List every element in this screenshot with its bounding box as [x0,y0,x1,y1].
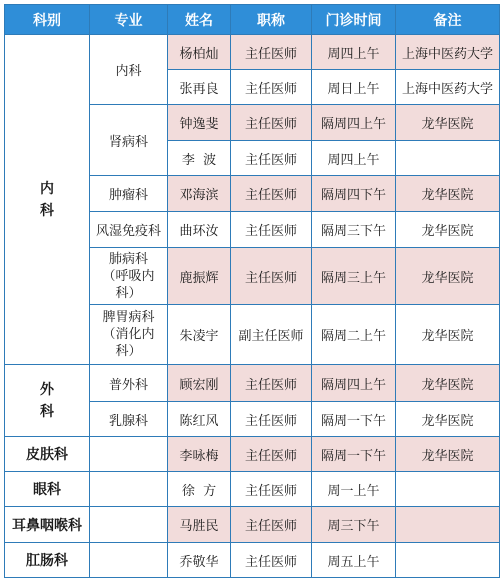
note-cell [396,472,500,507]
title-cell: 主任医师 [231,472,312,507]
note-cell: 龙华医院 [396,402,500,437]
specialty-cell [90,507,168,543]
specialty-cell: 乳腺科 [90,402,168,437]
clinic-time-cell: 隔周四上午 [312,105,396,141]
note-cell: 龙华医院 [396,176,500,212]
doctor-name-cell: 朱凌宇 [168,305,231,365]
title-cell: 主任医师 [231,437,312,472]
clinic-time-cell: 周一上午 [312,472,396,507]
title-cell: 主任医师 [231,365,312,402]
doctor-name-cell: 钟逸斐 [168,105,231,141]
specialty-cell: 内科 [90,35,168,105]
title-cell: 主任医师 [231,70,312,105]
title-cell: 主任医师 [231,402,312,437]
clinic-time-cell: 周三下午 [312,507,396,543]
title-cell: 主任医师 [231,35,312,70]
clinic-time-cell: 隔周三下午 [312,212,396,248]
doctor-name-cell: 马胜民 [168,507,231,543]
doctor-name-cell: 徐 方 [168,472,231,507]
clinic-time-cell: 隔周三上午 [312,248,396,305]
table-row [5,472,500,507]
title-cell: 主任医师 [231,543,312,578]
table-row [5,35,500,70]
title-cell: 主任医师 [231,141,312,176]
note-cell [396,543,500,578]
header-row [5,5,500,35]
title-cell: 主任医师 [231,105,312,141]
title-cell: 主任医师 [231,176,312,212]
note-cell: 上海中医药大学 [396,35,500,70]
doctor-name-cell: 陈红风 [168,402,231,437]
note-cell: 龙华医院 [396,365,500,402]
header-doctor-name: 姓名 [168,5,231,35]
specialty-cell: 肺病科 （呼吸内 科） [90,248,168,305]
department-cell: 皮肤科 [5,437,90,472]
doctor-name-cell: 鹿振辉 [168,248,231,305]
header-clinic-time: 门诊时间 [312,5,396,35]
department-cell: 外 科 [5,365,90,437]
specialty-cell: 脾胃病科 （消化内 科） [90,305,168,365]
specialty-cell: 普外科 [90,365,168,402]
table-row [5,365,500,402]
header-department: 科别 [5,5,90,35]
doctor-name-cell: 顾宏刚 [168,365,231,402]
specialty-cell: 肿瘤科 [90,176,168,212]
clinic-time-cell: 周四上午 [312,35,396,70]
specialty-cell [90,472,168,507]
header-specialty: 专业 [90,5,168,35]
specialty-cell [90,543,168,578]
header-note: 备注 [396,5,500,35]
note-cell: 龙华医院 [396,305,500,365]
clinic-time-cell: 隔周二上午 [312,305,396,365]
clinic-time-cell: 隔周四下午 [312,176,396,212]
doctor-name-cell: 李 波 [168,141,231,176]
title-cell: 主任医师 [231,212,312,248]
table-row [5,507,500,543]
note-cell: 龙华医院 [396,105,500,141]
clinic-time-cell: 周日上午 [312,70,396,105]
doctor-name-cell: 李咏梅 [168,437,231,472]
doctor-name-cell: 杨柏灿 [168,35,231,70]
doctor-name-cell: 张再良 [168,70,231,105]
doctor-name-cell: 邓海滨 [168,176,231,212]
title-cell: 副主任医师 [231,305,312,365]
title-cell: 主任医师 [231,507,312,543]
doctor-name-cell: 乔敬华 [168,543,231,578]
table-row [5,543,500,578]
note-cell: 龙华医院 [396,437,500,472]
clinic-time-cell: 隔周一下午 [312,402,396,437]
specialty-cell: 肾病科 [90,105,168,176]
department-cell: 肛肠科 [5,543,90,578]
table-row [5,437,500,472]
clinic-time-cell: 隔周一下午 [312,437,396,472]
note-cell: 上海中医药大学 [396,70,500,105]
department-cell: 内 科 [5,35,90,365]
note-cell: 龙华医院 [396,212,500,248]
outpatient-schedule-table [4,4,500,578]
clinic-time-cell: 隔周四上午 [312,365,396,402]
department-cell: 眼科 [5,472,90,507]
note-cell [396,507,500,543]
clinic-time-cell: 周四上午 [312,141,396,176]
clinic-time-cell: 周五上午 [312,543,396,578]
note-cell: 龙华医院 [396,248,500,305]
title-cell: 主任医师 [231,248,312,305]
department-cell: 耳鼻咽喉科 [5,507,90,543]
header-title: 职称 [231,5,312,35]
note-cell [396,141,500,176]
doctor-name-cell: 曲环汝 [168,212,231,248]
specialty-cell: 风湿免疫科 [90,212,168,248]
specialty-cell [90,437,168,472]
